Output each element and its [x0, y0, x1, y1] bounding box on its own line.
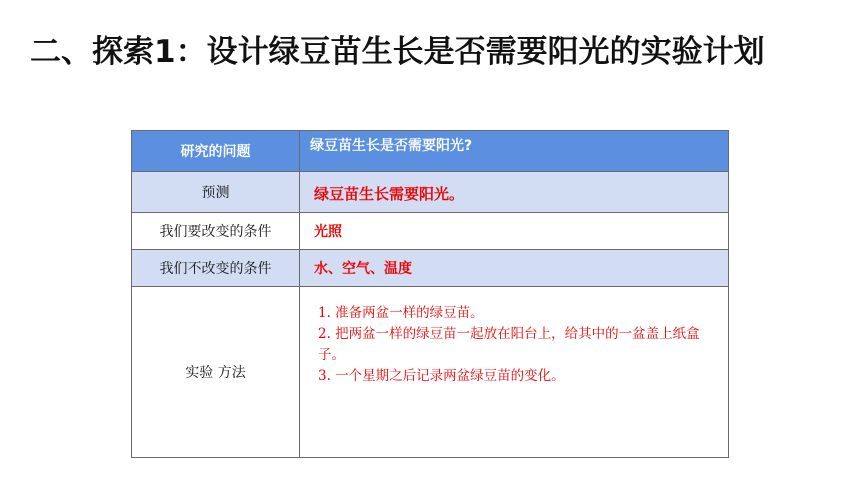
table-row — [132, 250, 729, 287]
research-question-value: 绿豆苗生长是否需要阳光? — [300, 131, 729, 172]
table-row — [132, 287, 729, 458]
unchanged-conditions-label: 我们不改变的条件 — [132, 250, 300, 287]
table-row — [132, 172, 729, 213]
method-label: 实验 方法 — [132, 287, 300, 458]
page-title: 二、探索1：设计绿豆苗生长是否需要阳光的实验计划 — [30, 34, 765, 70]
prediction-label: 预测 — [132, 172, 300, 213]
prediction-value: 绿豆苗生长需要阳光。 — [300, 172, 729, 213]
method-step-3: 3. 一个星期之后记录两盆绿豆苗的变化。 — [318, 368, 565, 384]
method-step-2: 2. 把两盆一样的绿豆苗一起放在阳台上，给其中的一盆盖上纸盒子。 — [318, 326, 700, 363]
method-steps — [300, 287, 729, 458]
method-step-1: 1. 准备两盆一样的绿豆苗。 — [318, 305, 484, 321]
research-question-label: 研究的问题 — [132, 131, 300, 172]
changed-condition-label: 我们要改变的条件 — [132, 213, 300, 250]
unchanged-conditions-value: 水、空气、温度 — [300, 250, 729, 287]
changed-condition-value: 光照 — [300, 213, 729, 250]
table-row — [132, 213, 729, 250]
table-header-row — [132, 131, 729, 172]
experiment-plan-table — [131, 130, 729, 458]
